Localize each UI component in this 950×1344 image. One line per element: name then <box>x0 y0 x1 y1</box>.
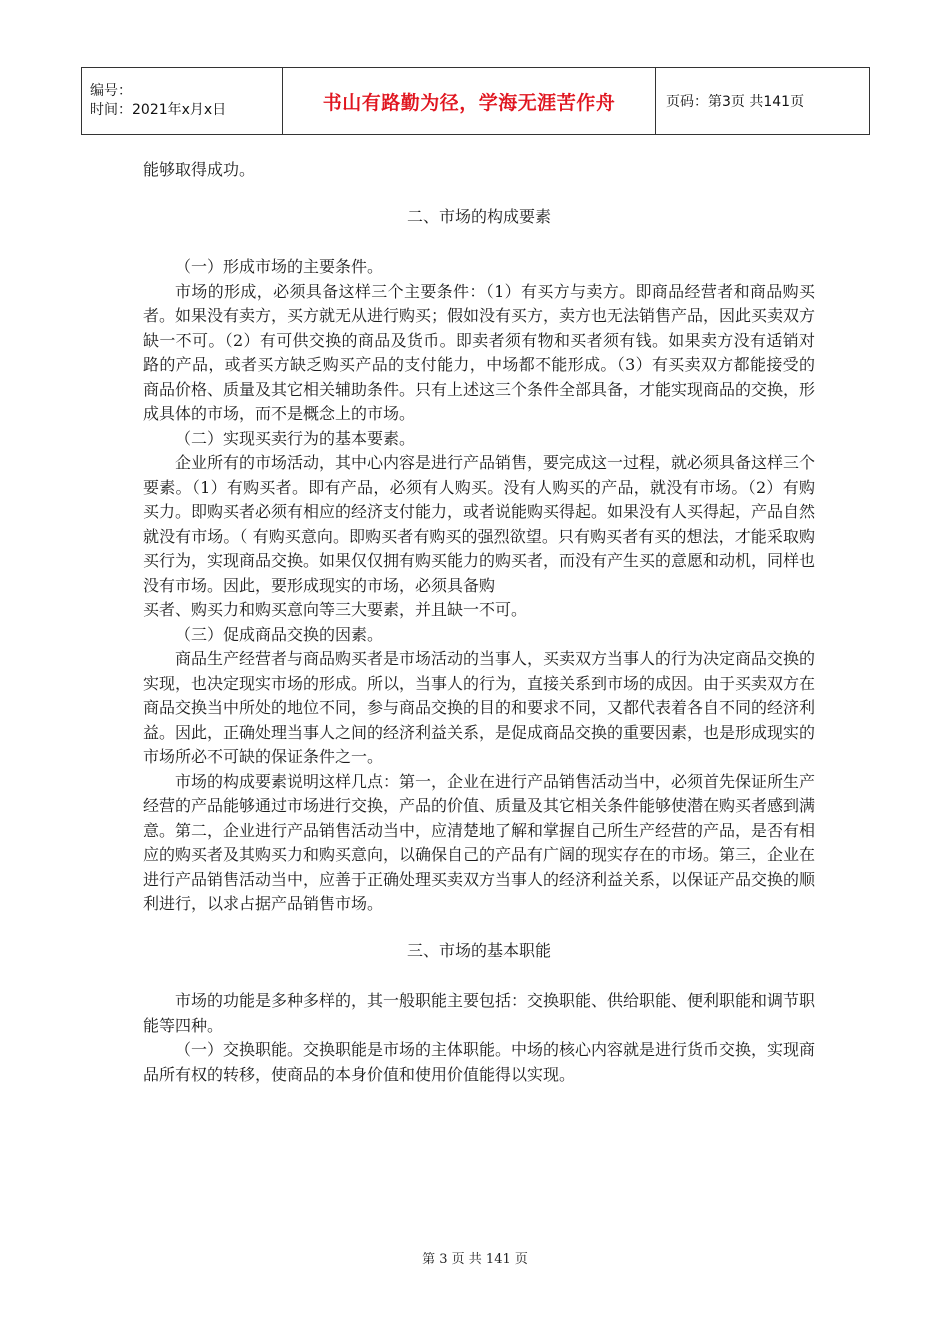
paragraph: 市场的形成，必须具备这样三个主要条件：（1）有买方与卖方。即商品经营者和商品购买者。如果没有卖方，买方就无从进行购买；假如没有买方，卖方也无法销售产品，因此买卖双方缺一不可。（2）有可供交换的商品及货币。即卖者须有物和买者须有钱。如果卖方没有适销对路的产品，或者买方缺乏购买产品的支付能力，中场都不能形成。（3）有买卖双方都能接受的商品价格、质量及其它相关辅助条件。只有上述这三个条件全部具备，才能实现商品的交换，形成具体的市场，而不是概念上的市场。 <box>143 281 816 423</box>
paragraph: 买者、购买力和购买意向等三大要素，并且缺一不可。 <box>143 600 528 619</box>
paragraph: 商品生产经营者与商品购买者是市场活动的当事人，买卖双方当事人的行为决定商品交换的实现，也决定现实市场的形成。所以，当事人的行为，直接关系到市场的成因。由于买卖双方在商品交换当中所处的地位不同，参与商品交换的目的和要求不同，又都代表着各自不同的经济利益。因此，正确处理当事人之间的经济利益关系，是促成商品交换的重要因素，也是形成现实的市场所必不可缺的保证条件之一。 <box>143 649 816 766</box>
section-heading-2: 二、市场的构成要素 <box>406 206 551 226</box>
page-footer <box>0 1248 950 1267</box>
page-info: 页码：第3页 共141页 <box>666 94 805 110</box>
paragraph: 市场的功能是多种多样的，其一般职能主要包括：交换职能、供给职能、便利职能和调节职能等四种。 <box>143 991 816 1035</box>
section-heading-3: 三、市场的基本职能 <box>406 940 551 960</box>
header-info-cell <box>82 68 283 134</box>
date-label: 时间：2021年x月x日 <box>90 102 227 118</box>
paragraph: 企业所有的市场活动，其中心内容是进行产品销售，要完成这一过程，就必须具备这样三个要素。（1）有购买者。即有产品，必须有人购买。没有人购买的产品，就没有市场。（2）有购买力。即购买者必须有相应的经济支付能力，或者说能购买得起。如果没有人买得起，产品自然就没有市场。（ 有购买意向。即购买者有购买的强烈欲望。只有购买者有买的想法，才能采取购买行为，实现商品交换。如果仅仅拥有购买能力的购买者，而没有产生买的意愿和动机，同样也没有市场。因此，要形成现实的市场，必须具备购 <box>143 453 816 595</box>
subheading-1: （一）形成市场的主要条件。 <box>175 257 384 276</box>
document-body <box>143 158 815 1087</box>
header-table <box>81 67 870 135</box>
subheading-2: （二）实现买卖行为的基本要素。 <box>175 428 416 448</box>
motto: 书山有路勤为径，学海无涯苦作舟 <box>322 91 616 114</box>
paragraph-continuation: 能够取得成功。 <box>143 160 256 179</box>
paragraph: 市场的构成要素说明这样几点：第一，企业在进行产品销售活动当中，必须首先保证所生产经营的产品能够通过市场进行交换，产品的价值、质量及其它相关条件能够使潜在购买者感到满意。第二，企业进行产品销售活动当中，应清楚地了解和掌握自己所生产经营的产品，是否有相应的购买者及其购买力和购买意向，以确保自己的产品有广阔的现实存在的市场。第三，企业在进行产品销售活动当中，应善于正确处理买卖双方当事人的经济利益关系，以保证产品交换的顺利进行，以求占据产品销售市场。 <box>143 771 816 913</box>
paragraph: （一）交换职能。交换职能是市场的主体职能。中场的核心内容就是进行货币交换，实现商品所有权的转移，使商品的本身价值和使用价值能得以实现。 <box>143 1040 816 1084</box>
footer-page-number: 第 3 页 共 141 页 <box>422 1252 528 1267</box>
header-page-cell <box>656 68 869 134</box>
header-motto-cell <box>283 68 656 134</box>
subheading-3: （三）促成商品交换的因素。 <box>175 624 384 644</box>
number-label: 编号： <box>90 83 132 99</box>
